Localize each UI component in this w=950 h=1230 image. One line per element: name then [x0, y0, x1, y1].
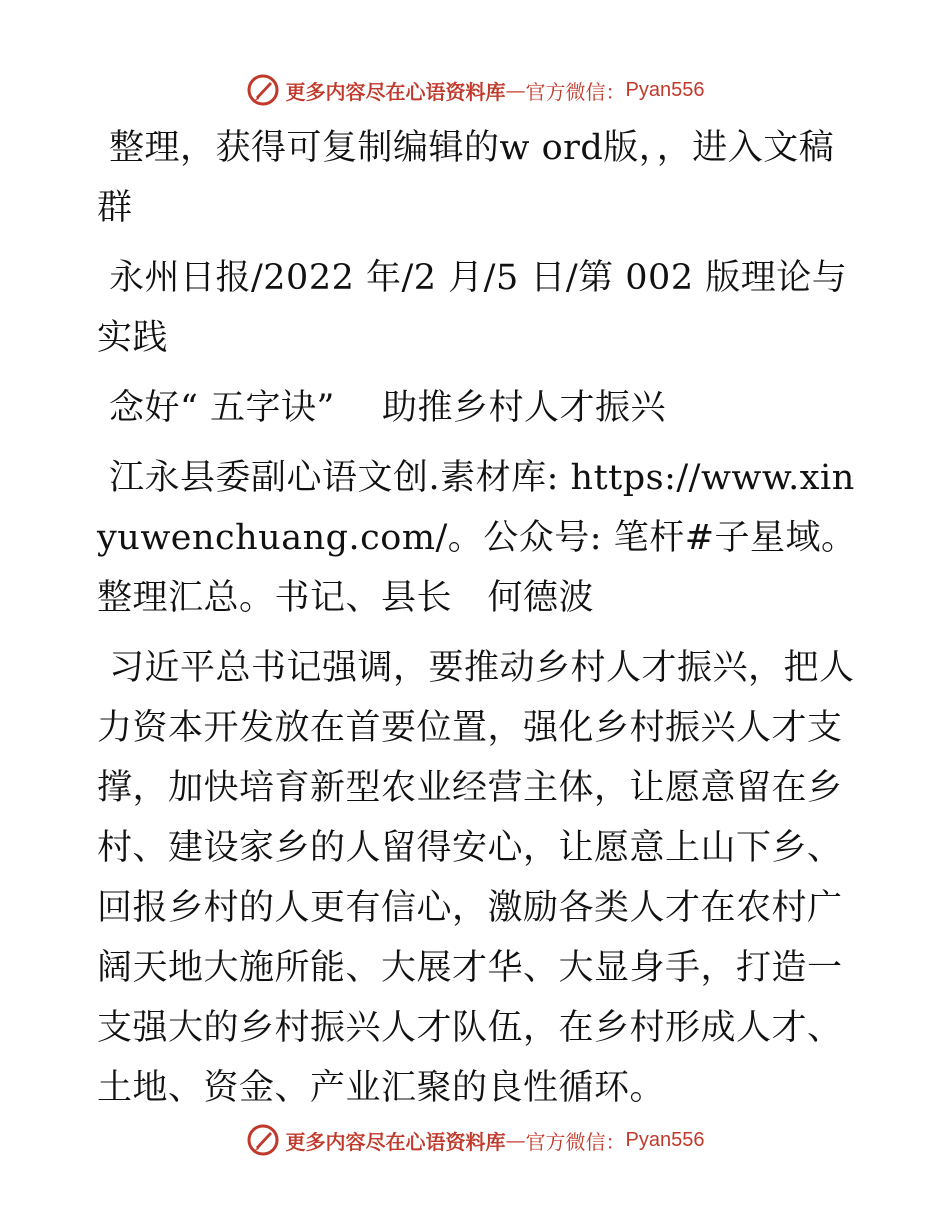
brush-logo-icon — [246, 1123, 280, 1157]
header-banner — [0, 70, 950, 110]
banner-separator: — — [505, 78, 526, 102]
paragraph-note: 整理，获得可复制编辑的w ord版，，进入文稿群 — [97, 128, 835, 228]
banner-wechat-label: 官方微信： — [525, 79, 626, 104]
paragraph-author: 江永县委副心语文创.素材库: https://www.xinyuwenchuang.com/。公众号: 笔杆#子星域。整理汇总。书记、县长 何德波 — [97, 458, 857, 618]
paragraph-title: 念好“ 五字诀” 助推乡村人才振兴 — [109, 388, 667, 428]
brush-logo-icon — [246, 73, 280, 107]
banner-main-text: 更多内容尽在心语资料库 — [285, 79, 506, 104]
paragraph-body: 习近平总书记强调，要推动乡村人才振兴，把人力资本开发放在首要位置，强化乡村振兴人才支撑，加快培育新型农业经营主体，让愿意留在乡村、建设家乡的人留得安心，让愿意上山下乡、回报乡村的人更有信心，激励各类人才在农村广阔天地大施所能、大展才华、大显身手，打造一支强大的乡村振兴人才队伍，在乡村形成人才、土地、资金、产业汇聚的良性循环。 — [97, 648, 855, 1108]
footer-banner — [0, 1120, 950, 1160]
banner-wechat-label: 官方微信： — [525, 1129, 626, 1154]
banner-wechat-id: Pyan556 — [625, 78, 705, 101]
banner-wechat-id: Pyan556 — [625, 1128, 705, 1151]
document-body — [97, 118, 857, 1128]
banner-separator: — — [505, 1128, 526, 1152]
banner-main-text: 更多内容尽在心语资料库 — [285, 1129, 506, 1154]
paragraph-source: 永州日报/2022 年/2 月/5 日/第 002 版理论与实践 — [97, 258, 848, 358]
